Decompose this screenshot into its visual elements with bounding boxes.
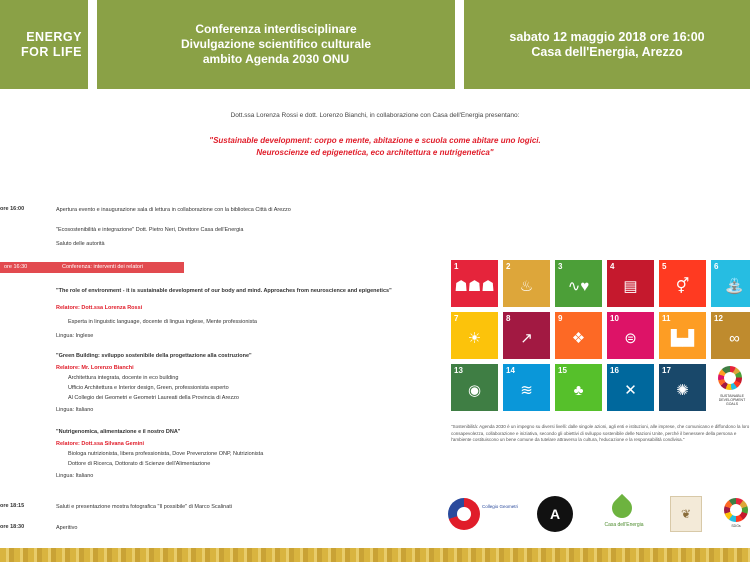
sdg-tile-15: 15 ♣ bbox=[555, 364, 602, 411]
health-icon: ∿♥ bbox=[567, 278, 590, 295]
talk-1-language: Lingua: Inglese bbox=[56, 333, 94, 339]
sdg-tile-2: 2 ♨ bbox=[503, 260, 550, 307]
ocean-icon: ≋ bbox=[520, 382, 533, 399]
crest-icon: ❦ bbox=[670, 496, 702, 532]
sdg-tile-4: 4 ▤ bbox=[607, 260, 654, 307]
sdg-tile-5: 5 ⚥ bbox=[659, 260, 706, 307]
partner-label-3: Casa dell'Energia bbox=[604, 522, 644, 528]
conference-line-1: Conferenza interdisciplinare bbox=[195, 22, 357, 36]
conference-section-title: Conferenza: interventi dei relatori bbox=[62, 264, 144, 270]
sdg-tile-9: 9 ❖ bbox=[555, 312, 602, 359]
partner-emblem-icon: A bbox=[537, 496, 573, 532]
growth-icon: ↗ bbox=[520, 330, 533, 347]
leaf-icon bbox=[608, 494, 636, 522]
hunger-icon: ♨ bbox=[519, 278, 534, 295]
partner-logo-sdg bbox=[722, 496, 750, 534]
program-item-opening: Apertura evento e inaugurazione sala di lettura in collaborazione con la biblioteca Città di Arezzo bbox=[56, 207, 291, 213]
talk-3-bio-1: Biologa nutrizionista, libera professionista, Dove Prevenzione ONP, Nutrizionista bbox=[68, 451, 264, 457]
sdg-icons-grid bbox=[451, 260, 750, 414]
sdg-tile-3: 3 ∿♥ bbox=[555, 260, 602, 307]
cities-icon: ▙▟ bbox=[670, 330, 695, 347]
partner-label-5: SDGs bbox=[731, 524, 741, 528]
industry-icon: ❖ bbox=[571, 330, 586, 347]
sdg-wheel-icon bbox=[718, 366, 742, 390]
conference-quote bbox=[0, 135, 750, 159]
sdg-tile-12: 12 ∞ bbox=[711, 312, 750, 359]
conference-title-box bbox=[97, 0, 455, 89]
sdg-tile-6: 6 ⛲ bbox=[711, 260, 750, 307]
date-venue-box bbox=[464, 0, 750, 89]
conference-line-2: Divulgazione scientifico culturale bbox=[180, 37, 372, 51]
conference-line-3: ambito Agenda 2030 ONU bbox=[202, 52, 350, 66]
sdg-tile-16: 16 ✕ bbox=[607, 364, 654, 411]
sdg-tile-10: 10 ⊜ bbox=[607, 312, 654, 359]
partner-logo-casa-energia bbox=[596, 496, 652, 534]
sdg-tile-11: 11 ▙▟ bbox=[659, 312, 706, 359]
sdg-tile-8: 8 ↗ bbox=[503, 312, 550, 359]
partner-label-1: Collegio Geometri bbox=[482, 504, 519, 509]
sdg-tile-14: 14 ≋ bbox=[503, 364, 550, 411]
talk-1-title: "The role of environment - it is sustainable development of our body and mind. Approaches from neuroscience and epigenetics" bbox=[56, 288, 392, 294]
program-time-3: ore 18:15 bbox=[0, 503, 25, 509]
sdg-ring-icon bbox=[724, 498, 748, 522]
sdg-tile-1: 1 ☗☗☗ bbox=[451, 260, 498, 307]
program-item-exhibition: Saluti e presentazione mostra fotografica "Il possibile" di Marco Scalinati bbox=[56, 504, 233, 510]
program-time-4: ore 18:30 bbox=[0, 524, 25, 530]
program-time-1: ore 16:00 bbox=[0, 206, 25, 212]
sdg-tile-17: 17 ✺ bbox=[659, 364, 706, 411]
program-item-welcome-talk: "Ecosostenibilità e integrazione" Dott. Pietro Neri, Direttore Casa dell'Energia bbox=[56, 227, 244, 233]
sdg-tile-13: 13 ◉ bbox=[451, 364, 498, 411]
talk-2-language: Lingua: Italiano bbox=[56, 407, 94, 413]
water-icon: ⛲ bbox=[725, 278, 744, 295]
partnership-icon: ✺ bbox=[676, 382, 689, 399]
talk-3-title: "Nutrigenomica, alimentazione e il nostro DNA" bbox=[56, 429, 181, 435]
conference-section-bar bbox=[0, 262, 184, 273]
sdg-wheel-logo bbox=[714, 362, 750, 414]
program-time-2: ore 16:30 bbox=[4, 264, 28, 270]
talk-1-speaker: Relatore: Dott.ssa Lorenza Rossi bbox=[56, 305, 143, 311]
land-icon: ♣ bbox=[573, 382, 584, 399]
sdg-description: "Sostenibilità: Agenda 2030 è un impegno su diversi livelli: dalle singole azioni, agli enti e istituzioni, alle imprese, che comunicano e diffondono la loro consapevolezza, collaborazione e iniziativa, secondo gli obiettivi di sviluppo sostenibile delle Nazioni Unite, perché il benessere della persona e l'ambiente costituiscono un bene comune da tutelare attraverso la cultura, l'educazione e la responsabilità condivisa." bbox=[451, 424, 750, 442]
sdg-tile-7: 7 ☀ bbox=[451, 312, 498, 359]
talk-3-speaker: Relatore: Dott.ssa Silvana Gemini bbox=[56, 441, 145, 447]
talk-1-bio: Esperta in linguistic language, docente di lingua inglese, Mente professionista bbox=[68, 319, 257, 325]
talk-2-bio-1: Architettura integrata, docente in eco building bbox=[68, 375, 179, 381]
event-date: sabato 12 maggio 2018 ore 16:00 bbox=[509, 29, 705, 44]
poverty-icon: ☗☗☗ bbox=[454, 278, 495, 295]
energy-for-life-logo bbox=[0, 0, 88, 89]
logo-line-1: ENERGY bbox=[26, 29, 82, 44]
intro-text: Dott.ssa Lorenza Rossi e dott. Lorenzo Bianchi, in collaborazione con Casa dell'Energia presentano: bbox=[230, 112, 520, 119]
talk-3-bio-2: Dottore di Ricerca, Dottorato di Scienze dell'Alimentazione bbox=[68, 461, 211, 467]
energy-icon: ☀ bbox=[467, 330, 482, 347]
sdg-logo-text: SUSTAINABLE DEVELOPMENT GOALS bbox=[718, 394, 746, 406]
logo-line-2: FOR LIFE bbox=[21, 44, 82, 59]
gender-icon: ⚥ bbox=[675, 278, 690, 295]
talk-2-speaker: Relatore: Mr. Lorenzo Bianchi bbox=[56, 365, 134, 371]
program-item-greetings: Saluto delle autorità bbox=[56, 241, 105, 247]
quote-line-2: Neuroscienze ed epigenetica, eco architettura e nutrigenetica" bbox=[256, 148, 494, 157]
program-item-aperitivo: Aperitivo bbox=[56, 525, 78, 531]
consumption-icon: ∞ bbox=[729, 330, 740, 347]
climate-icon: ◉ bbox=[467, 382, 482, 399]
collegio-emblem-icon bbox=[448, 498, 480, 530]
talk-3-language: Lingua: Italiano bbox=[56, 473, 94, 479]
education-icon: ▤ bbox=[623, 278, 638, 295]
talk-2-bio-2: Ufficio Architettura e Interior design, Green, professionista esperto bbox=[68, 385, 229, 391]
partner-logo-crest bbox=[670, 496, 702, 534]
talk-2-title: "Green Building: sviluppo sostenibile della progettazione alla costruzione" bbox=[56, 353, 252, 359]
talk-2-bio-3: Al Collegio dei Geometri e Geometri Laureati della Provincia di Arezzo bbox=[68, 395, 239, 401]
event-venue: Casa dell'Energia, Arezzo bbox=[531, 44, 683, 59]
partner-logo-black-circle bbox=[537, 496, 573, 534]
decorative-footer-band bbox=[0, 548, 750, 562]
header-band bbox=[0, 0, 750, 89]
peace-icon: ✕ bbox=[624, 382, 637, 399]
equality-icon: ⊜ bbox=[624, 330, 637, 347]
partner-logo-geometri bbox=[448, 496, 518, 534]
quote-line-1: "Sustainable development: corpo e mente, abitazione e scuola come abitare uno logici. bbox=[209, 136, 541, 145]
